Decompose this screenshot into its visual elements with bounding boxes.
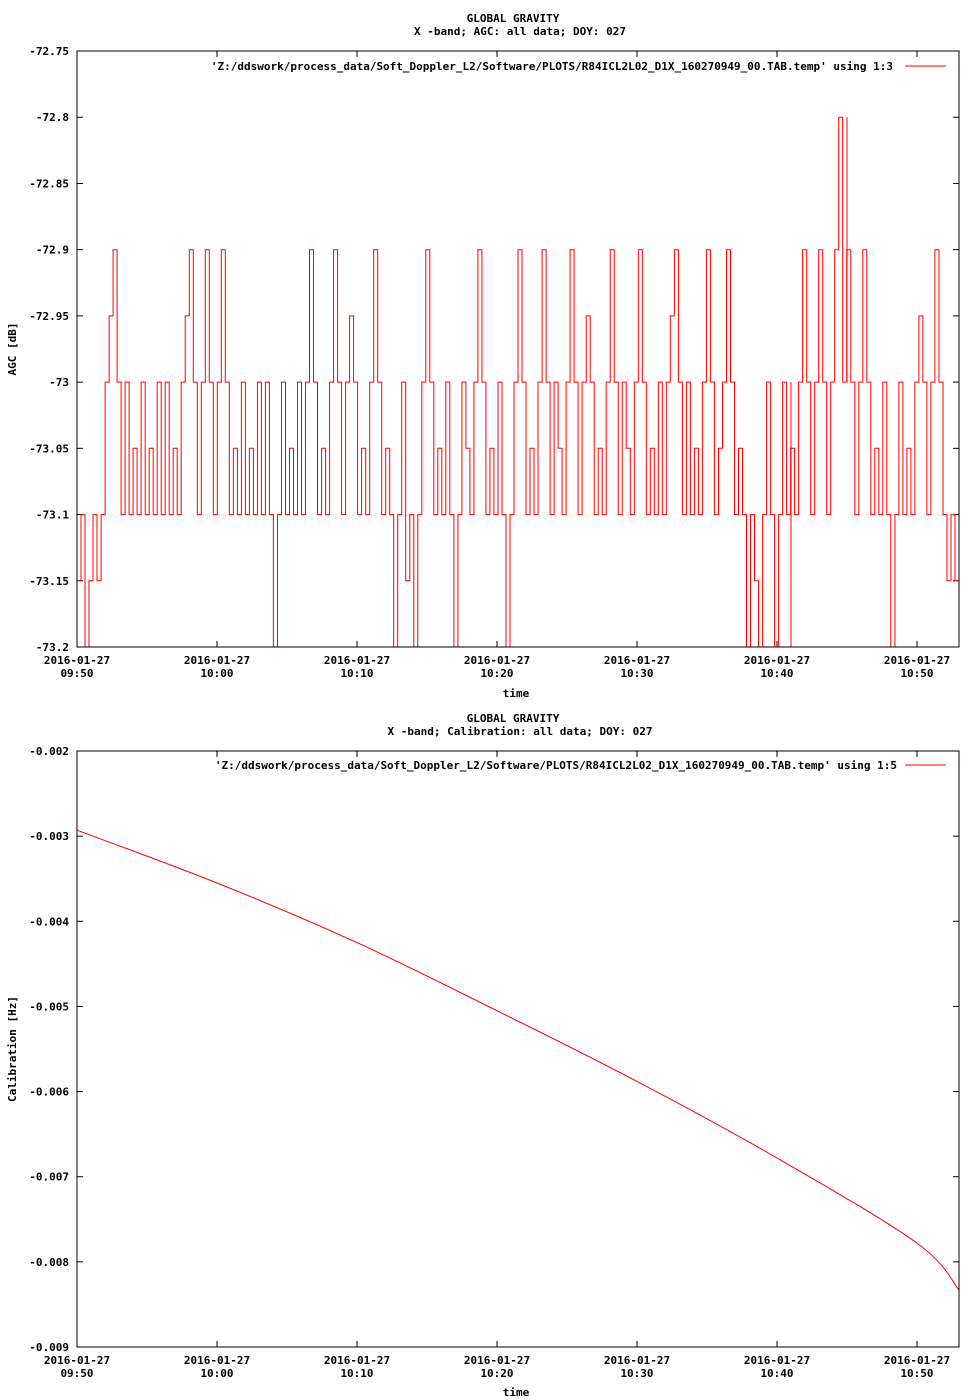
- chart-title: GLOBAL GRAVITY: [466, 712, 560, 725]
- x-tick-time: 09:50: [60, 667, 94, 680]
- x-tick-time: 10:30: [620, 1367, 654, 1380]
- y-axis-label: Calibration [Hz]: [6, 996, 19, 1102]
- x-tick-date: 2016-01-27: [183, 1354, 251, 1367]
- legend-label: 'Z:/ddswork/process_data/Soft_Doppler_L2/Software/PLOTS/R84ICL2L02_D1X_160270949_00.TAB.temp' using 1:3: [210, 60, 893, 73]
- legend-label: 'Z:/ddswork/process_data/Soft_Doppler_L2/Software/PLOTS/R84ICL2L02_D1X_160270949_00.TAB.temp' using 1:5: [214, 759, 897, 772]
- chart-title: GLOBAL GRAVITY: [466, 12, 560, 25]
- x-tick-date: 2016-01-27: [743, 1354, 811, 1367]
- y-tick-label: -72.95: [29, 309, 69, 323]
- y-axis-label: AGC [dB]: [6, 322, 19, 376]
- y-tick-label: -0.002: [29, 745, 69, 758]
- y-tick-label: -0.005: [29, 1000, 69, 1014]
- x-tick-time: 10:30: [620, 667, 654, 680]
- y-tick-label: -72.8: [35, 111, 69, 125]
- x-tick-time: 10:50: [900, 1367, 934, 1380]
- x-tick-time: 10:10: [340, 667, 374, 680]
- x-tick-date: 2016-01-27: [743, 654, 811, 667]
- x-tick-date: 2016-01-27: [323, 654, 391, 667]
- x-tick-time: 10:20: [480, 1367, 514, 1380]
- x-tick-date: 2016-01-27: [183, 654, 251, 667]
- y-tick-label: -0.007: [29, 1170, 69, 1184]
- x-tick-time: 09:50: [60, 1367, 94, 1380]
- y-tick-label: -72.9: [35, 243, 69, 257]
- x-tick-time: 10:40: [760, 1367, 794, 1380]
- x-tick-date: 2016-01-27: [603, 1354, 671, 1367]
- y-tick-label: -73: [49, 376, 69, 390]
- x-tick-time: 10:50: [900, 667, 934, 680]
- x-tick-time: 10:00: [200, 667, 234, 680]
- y-tick-label: -73.05: [29, 442, 69, 456]
- y-tick-label: -0.006: [29, 1085, 69, 1099]
- x-tick-date: 2016-01-27: [883, 1354, 951, 1367]
- x-tick-time: 10:40: [760, 667, 794, 680]
- y-tick-label: -0.003: [29, 830, 69, 844]
- y-tick-label: -73.2: [35, 641, 69, 654]
- x-axis-label: time: [502, 687, 530, 700]
- y-tick-label: -72.85: [29, 177, 69, 191]
- y-tick-label: -73.15: [29, 574, 69, 588]
- x-axis-label: time: [502, 1386, 530, 1399]
- x-tick-date: 2016-01-27: [883, 654, 951, 667]
- y-tick-label: -0.008: [29, 1255, 69, 1269]
- y-tick-label: -0.004: [29, 915, 69, 929]
- x-tick-date: 2016-01-27: [463, 654, 531, 667]
- y-tick-label: -72.75: [29, 45, 69, 58]
- x-tick-time: 10:00: [200, 1367, 234, 1380]
- x-tick-date: 2016-01-27: [603, 654, 671, 667]
- x-tick-date: 2016-01-27: [43, 654, 111, 667]
- x-tick-date: 2016-01-27: [463, 1354, 531, 1367]
- y-tick-label: -73.1: [35, 508, 69, 522]
- chart-subtitle: X -band; Calibration: all data; DOY: 027: [387, 725, 653, 738]
- y-tick-label: -0.009: [29, 1341, 69, 1354]
- x-tick-time: 10:10: [340, 1367, 374, 1380]
- x-tick-date: 2016-01-27: [323, 1354, 391, 1367]
- x-tick-date: 2016-01-27: [43, 1354, 111, 1367]
- x-tick-time: 10:20: [480, 667, 514, 680]
- chart-subtitle: X -band; AGC: all data; DOY: 027: [414, 25, 626, 38]
